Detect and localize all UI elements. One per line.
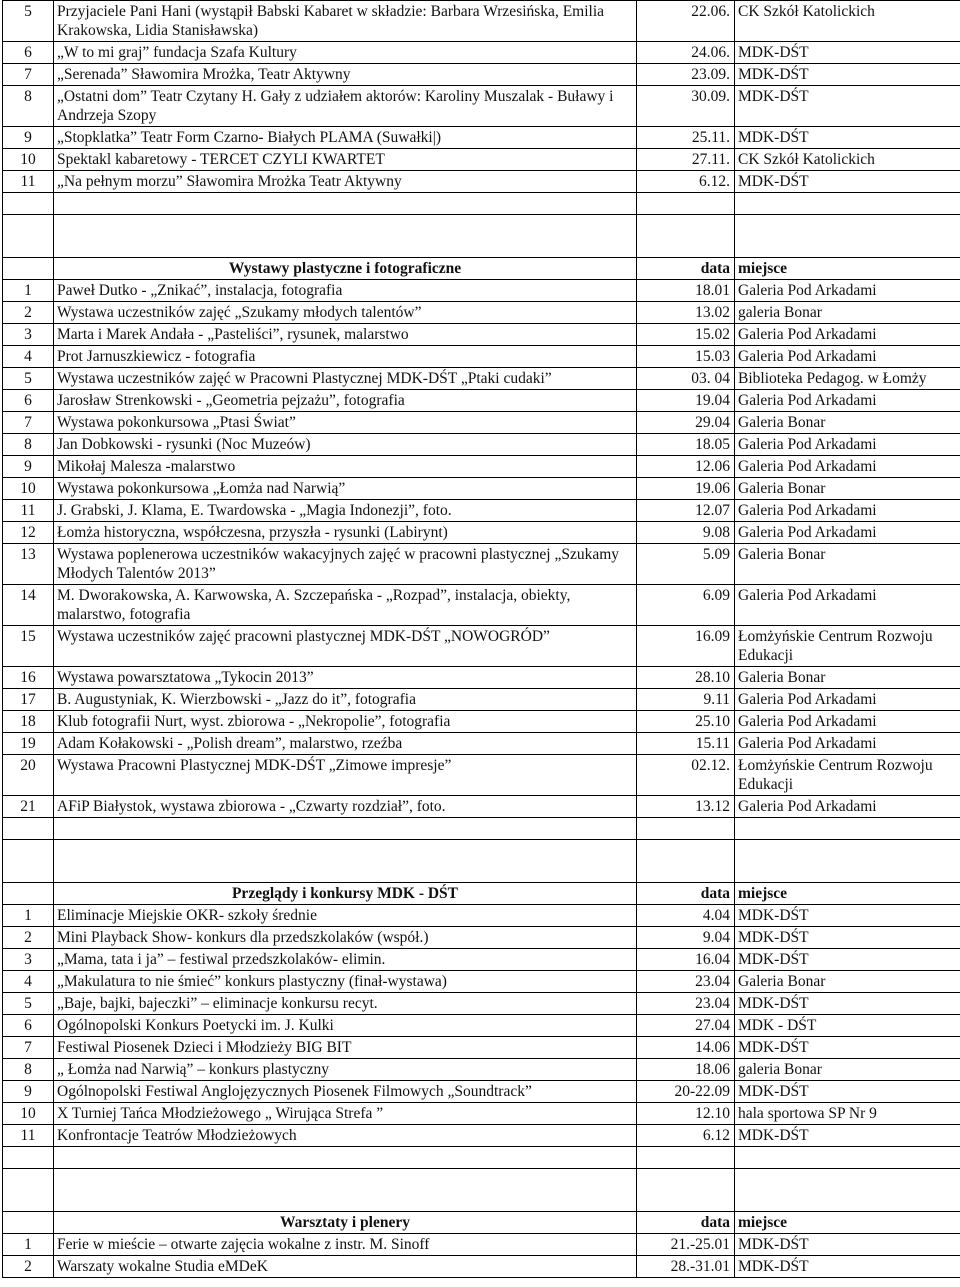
row-number: 4 <box>3 346 54 368</box>
table-row <box>3 64 960 86</box>
row-title: Wystawa uczestników zajęć pracowni plastycznej MDK-DŚT „NOWOGRÓD” <box>54 626 637 667</box>
row-number: 14 <box>3 585 54 626</box>
row-number: 8 <box>3 1059 54 1081</box>
table-row <box>3 733 960 755</box>
row-number: 7 <box>3 64 54 86</box>
row-date: 19.04 <box>637 390 735 412</box>
row-number: 11 <box>3 171 54 193</box>
row-title: „Serenada” Sławomira Mrożka, Teatr Aktywny <box>54 64 637 86</box>
row-place: Galeria Bonar <box>735 971 960 993</box>
empty-cell <box>54 840 637 883</box>
empty-cell <box>637 193 735 215</box>
table-row <box>3 127 960 149</box>
empty-cell <box>54 818 637 840</box>
section-title: Przeglądy i konkursy MDK - DŚT <box>54 883 637 905</box>
row-title: Wystawa uczestników zajęć w Pracowni Plastycznej MDK-DŚT „Ptaki cudaki” <box>54 368 637 390</box>
spacer-row <box>3 840 960 883</box>
row-number: 12 <box>3 522 54 544</box>
section-date-header: data <box>637 1212 735 1234</box>
row-date: 12.06 <box>637 456 735 478</box>
row-date: 25.11. <box>637 127 735 149</box>
section-header-row <box>3 883 960 905</box>
empty-cell <box>3 818 54 840</box>
row-title: Jarosław Strenkowski - „Geometria pejzażu”, fotografia <box>54 390 637 412</box>
row-date: 4.04 <box>637 905 735 927</box>
row-number: 8 <box>3 434 54 456</box>
table-row <box>3 544 960 585</box>
row-place: Galeria Pod Arkadami <box>735 434 960 456</box>
row-place: MDK-DŚT <box>735 905 960 927</box>
table-row <box>3 927 960 949</box>
row-title: „Mama, tata i ja” – festiwal przedszkolaków- elimin. <box>54 949 637 971</box>
row-title: Wystawa poplenerowa uczestników wakacyjnych zajęć w pracowni plastycznej „Szukamy Młodych Talentów 2013” <box>54 544 637 585</box>
empty-cell <box>3 840 54 883</box>
table-row <box>3 667 960 689</box>
row-place: MDK-DŚT <box>735 993 960 1015</box>
spacer-row <box>3 193 960 215</box>
empty-cell <box>735 193 960 215</box>
table-row <box>3 993 960 1015</box>
row-date: 29.04 <box>637 412 735 434</box>
table-row <box>3 42 960 64</box>
table-row <box>3 905 960 927</box>
row-title: Adam Kołakowski - „Polish dream”, malarstwo, rzeźba <box>54 733 637 755</box>
table-row <box>3 171 960 193</box>
row-place: CK Szkół Katolickich <box>735 149 960 171</box>
row-place: Galeria Pod Arkadami <box>735 346 960 368</box>
section-title: Wystawy plastyczne i fotograficzne <box>54 258 637 280</box>
table-row <box>3 1256 960 1278</box>
row-place: CK Szkół Katolickich <box>735 1 960 42</box>
empty-cell <box>735 215 960 258</box>
row-title: J. Grabski, J. Klama, E. Twardowska - „Magia Indonezji”, foto. <box>54 500 637 522</box>
row-place: MDK-DŚT <box>735 1125 960 1147</box>
row-date: 20-22.09 <box>637 1081 735 1103</box>
spacer-row <box>3 1169 960 1212</box>
row-place: galeria Bonar <box>735 1059 960 1081</box>
row-number: 7 <box>3 412 54 434</box>
row-place: galeria Bonar <box>735 302 960 324</box>
row-date: 13.02 <box>637 302 735 324</box>
row-title: Przyjaciele Pani Hani (wystąpił Babski Kabaret w składzie: Barbara Wrzesińska, Emilia Krakowska, Lidia Stanisławska) <box>54 1 637 42</box>
row-place: Galeria Pod Arkadami <box>735 689 960 711</box>
row-place: MDK-DŚT <box>735 1234 960 1256</box>
row-date: 03. 04 <box>637 368 735 390</box>
table-row <box>3 711 960 733</box>
empty-cell <box>54 1169 637 1212</box>
row-title: Konfrontacje Teatrów Młodzieżowych <box>54 1125 637 1147</box>
row-title: Ogólnopolski Festiwal Anglojęzycznych Piosenek Filmowych „Soundtrack” <box>54 1081 637 1103</box>
row-number: 7 <box>3 1037 54 1059</box>
row-date: 23.09. <box>637 64 735 86</box>
row-date: 23.04 <box>637 971 735 993</box>
row-title: Jan Dobkowski - rysunki (Noc Muzeów) <box>54 434 637 456</box>
empty-cell <box>637 1169 735 1212</box>
row-number: 17 <box>3 689 54 711</box>
row-title: „Stopklatka” Teatr Form Czarno- Białych PLAMA (Suwałki|) <box>54 127 637 149</box>
row-number: 5 <box>3 368 54 390</box>
row-title: „Baje, bajki, bajeczki” – eliminacje konkursu recyt. <box>54 993 637 1015</box>
row-place: MDK-DŚT <box>735 42 960 64</box>
table-row <box>3 456 960 478</box>
row-number: 4 <box>3 971 54 993</box>
row-title: Łomża historyczna, współczesna, przyszła - rysunki (Labirynt) <box>54 522 637 544</box>
row-title: Ogólnopolski Konkurs Poetycki im. J. Kulki <box>54 1015 637 1037</box>
empty-cell <box>735 1147 960 1169</box>
row-title: Spektakl kabaretowy - TERCET CZYLI KWARTET <box>54 149 637 171</box>
row-date: 13.12 <box>637 796 735 818</box>
row-number: 10 <box>3 478 54 500</box>
row-place: MDK-DŚT <box>735 171 960 193</box>
row-place: MDK-DŚT <box>735 1037 960 1059</box>
row-date: 15.02 <box>637 324 735 346</box>
row-number: 21 <box>3 796 54 818</box>
row-number: 19 <box>3 733 54 755</box>
table-row <box>3 522 960 544</box>
row-date: 28.10 <box>637 667 735 689</box>
table-row <box>3 585 960 626</box>
section-title: Warsztaty i plenery <box>54 1212 637 1234</box>
empty-cell <box>54 1147 637 1169</box>
row-date: 14.06 <box>637 1037 735 1059</box>
row-number: 18 <box>3 711 54 733</box>
table-row <box>3 368 960 390</box>
row-number: 10 <box>3 1103 54 1125</box>
row-place: MDK-DŚT <box>735 64 960 86</box>
row-number: 6 <box>3 390 54 412</box>
row-place: Galeria Bonar <box>735 544 960 585</box>
table-row <box>3 346 960 368</box>
row-date: 16.04 <box>637 949 735 971</box>
table-row <box>3 1037 960 1059</box>
row-date: 18.01 <box>637 280 735 302</box>
row-title: Eliminacje Miejskie OKR- szkoły średnie <box>54 905 637 927</box>
row-title: Warszaty wokalne Studia eMDeK <box>54 1256 637 1278</box>
row-number: 3 <box>3 324 54 346</box>
row-title: Prot Jarnuszkiewicz - fotografia <box>54 346 637 368</box>
row-place: MDK - DŚT <box>735 1015 960 1037</box>
row-date: 02.12. <box>637 755 735 796</box>
row-number: 6 <box>3 42 54 64</box>
row-title: M. Dworakowska, A. Karwowska, A. Szczepańska - „Rozpad”, instalacja, obiekty, malarstwo, fotografia <box>54 585 637 626</box>
section-number-cell <box>3 883 54 905</box>
row-place: Galeria Pod Arkadami <box>735 522 960 544</box>
row-date: 18.05 <box>637 434 735 456</box>
row-title: „Makulatura to nie śmieć” konkurs plastyczny (finał-wystawa) <box>54 971 637 993</box>
table-row <box>3 1081 960 1103</box>
row-place: Galeria Pod Arkadami <box>735 390 960 412</box>
table-row <box>3 149 960 171</box>
row-title: Wystawa uczestników zajęć „Szukamy młodych talentów” <box>54 302 637 324</box>
table-row <box>3 434 960 456</box>
table-row <box>3 390 960 412</box>
row-place: MDK-DŚT <box>735 1256 960 1278</box>
row-date: 6.09 <box>637 585 735 626</box>
table-row <box>3 1125 960 1147</box>
row-number: 2 <box>3 302 54 324</box>
row-title: Festiwal Piosenek Dzieci i Młodzieży BIG BIT <box>54 1037 637 1059</box>
row-number: 20 <box>3 755 54 796</box>
row-date: 25.10 <box>637 711 735 733</box>
row-place: Galeria Bonar <box>735 478 960 500</box>
empty-cell <box>735 840 960 883</box>
row-date: 15.03 <box>637 346 735 368</box>
table-row <box>3 1 960 42</box>
row-number: 9 <box>3 1081 54 1103</box>
row-place: Galeria Bonar <box>735 667 960 689</box>
section-header-row <box>3 258 960 280</box>
row-date: 27.11. <box>637 149 735 171</box>
row-place: MDK-DŚT <box>735 86 960 127</box>
row-number: 16 <box>3 667 54 689</box>
row-number: 5 <box>3 1 54 42</box>
spacer-row <box>3 1147 960 1169</box>
section-number-cell <box>3 258 54 280</box>
table-row <box>3 412 960 434</box>
row-date: 9.04 <box>637 927 735 949</box>
row-date: 30.09. <box>637 86 735 127</box>
table-row <box>3 755 960 796</box>
row-place: MDK-DŚT <box>735 1081 960 1103</box>
empty-cell <box>3 193 54 215</box>
row-place: Galeria Pod Arkadami <box>735 796 960 818</box>
row-place: Łomżyńskie Centrum Rozwoju Edukacji <box>735 626 960 667</box>
table-row <box>3 1234 960 1256</box>
table-row <box>3 949 960 971</box>
row-title: AFiP Białystok, wystawa zbiorowa - „Czwarty rozdział”, foto. <box>54 796 637 818</box>
section-place-header: miejsce <box>735 883 960 905</box>
empty-cell <box>3 1147 54 1169</box>
row-title: Mini Playback Show- konkurs dla przedszkolaków (współ.) <box>54 927 637 949</box>
spacer-row <box>3 818 960 840</box>
row-title: B. Augustyniak, K. Wierzbowski - „Jazz do it”, fotografia <box>54 689 637 711</box>
row-title: „W to mi graj” fundacja Szafa Kultury <box>54 42 637 64</box>
row-place: Galeria Pod Arkadami <box>735 456 960 478</box>
empty-cell <box>637 215 735 258</box>
table-row <box>3 500 960 522</box>
row-number: 1 <box>3 1234 54 1256</box>
row-number: 9 <box>3 456 54 478</box>
row-place: MDK-DŚT <box>735 127 960 149</box>
table-row <box>3 689 960 711</box>
row-number: 6 <box>3 1015 54 1037</box>
table-row <box>3 478 960 500</box>
section-header-row <box>3 1212 960 1234</box>
row-date: 15.11 <box>637 733 735 755</box>
empty-cell <box>637 818 735 840</box>
empty-cell <box>54 215 637 258</box>
section-date-header: data <box>637 883 735 905</box>
row-title: Wystawa powarsztatowa „Tykocin 2013” <box>54 667 637 689</box>
row-date: 6.12. <box>637 171 735 193</box>
row-title: X Turniej Tańca Młodzieżowego „ Wirująca Strefa ” <box>54 1103 637 1125</box>
row-title: Ferie w mieście – otwarte zajęcia wokalne z instr. M. Sinoff <box>54 1234 637 1256</box>
table-row <box>3 1059 960 1081</box>
row-number: 2 <box>3 927 54 949</box>
row-date: 27.04 <box>637 1015 735 1037</box>
row-number: 1 <box>3 905 54 927</box>
row-date: 12.10 <box>637 1103 735 1125</box>
table-row <box>3 796 960 818</box>
events-table <box>2 0 960 1278</box>
table-row <box>3 1103 960 1125</box>
row-place: Galeria Bonar <box>735 412 960 434</box>
row-number: 2 <box>3 1256 54 1278</box>
row-number: 11 <box>3 500 54 522</box>
empty-cell <box>637 840 735 883</box>
row-place: Galeria Pod Arkadami <box>735 324 960 346</box>
table-row <box>3 86 960 127</box>
row-place: Galeria Pod Arkadami <box>735 711 960 733</box>
row-number: 11 <box>3 1125 54 1147</box>
table-row <box>3 971 960 993</box>
table-row <box>3 302 960 324</box>
table-row <box>3 280 960 302</box>
empty-cell <box>735 1169 960 1212</box>
row-place: Galeria Pod Arkadami <box>735 500 960 522</box>
row-place: Łomżyńskie Centrum Rozwoju Edukacji <box>735 755 960 796</box>
row-date: 9.11 <box>637 689 735 711</box>
empty-cell <box>637 1147 735 1169</box>
row-date: 18.06 <box>637 1059 735 1081</box>
row-date: 24.06. <box>637 42 735 64</box>
row-title: Klub fotografii Nurt, wyst. zbiorowa - „Nekropolie”, fotografia <box>54 711 637 733</box>
row-title: Wystawa pokonkursowa „Ptasi Świat” <box>54 412 637 434</box>
row-place: Galeria Pod Arkadami <box>735 280 960 302</box>
row-number: 15 <box>3 626 54 667</box>
row-number: 10 <box>3 149 54 171</box>
row-number: 5 <box>3 993 54 1015</box>
row-date: 21.-25.01 <box>637 1234 735 1256</box>
empty-cell <box>735 818 960 840</box>
row-place: MDK-DŚT <box>735 949 960 971</box>
row-place: Galeria Pod Arkadami <box>735 585 960 626</box>
row-title: Wystawa Pracowni Plastycznej MDK-DŚT „Zimowe impresje” <box>54 755 637 796</box>
row-date: 22.06. <box>637 1 735 42</box>
empty-cell <box>54 193 637 215</box>
row-date: 16.09 <box>637 626 735 667</box>
row-title: Paweł Dutko - „Znikać”, instalacja, fotografia <box>54 280 637 302</box>
row-title: Wystawa pokonkursowa „Łomża nad Narwią” <box>54 478 637 500</box>
section-date-header: data <box>637 258 735 280</box>
spacer-row <box>3 215 960 258</box>
row-place: Galeria Pod Arkadami <box>735 733 960 755</box>
row-date: 23.04 <box>637 993 735 1015</box>
empty-cell <box>3 1169 54 1212</box>
row-title: „Na pełnym morzu” Sławomira Mrożka Teatr Aktywny <box>54 171 637 193</box>
row-title: Mikołaj Malesza -malarstwo <box>54 456 637 478</box>
row-date: 28.-31.01 <box>637 1256 735 1278</box>
row-place: Biblioteka Pedagog. w Łomży <box>735 368 960 390</box>
row-date: 19.06 <box>637 478 735 500</box>
empty-cell <box>3 215 54 258</box>
section-number-cell <box>3 1212 54 1234</box>
row-number: 9 <box>3 127 54 149</box>
table-row <box>3 1015 960 1037</box>
section-place-header: miejsce <box>735 258 960 280</box>
row-number: 8 <box>3 86 54 127</box>
row-title: „Ostatni dom” Teatr Czytany H. Gały z udziałem aktorów: Karoliny Muszalak - Buławy i Andrzeja Szopy <box>54 86 637 127</box>
row-place: hala sportowa SP Nr 9 <box>735 1103 960 1125</box>
row-date: 5.09 <box>637 544 735 585</box>
row-number: 3 <box>3 949 54 971</box>
row-number: 1 <box>3 280 54 302</box>
row-title: „ Łomża nad Narwią” – konkurs plastyczny <box>54 1059 637 1081</box>
row-number: 13 <box>3 544 54 585</box>
row-date: 9.08 <box>637 522 735 544</box>
section-place-header: miejsce <box>735 1212 960 1234</box>
row-place: MDK-DŚT <box>735 927 960 949</box>
row-title: Marta i Marek Andała - „Pasteliści”, rysunek, malarstwo <box>54 324 637 346</box>
table-row <box>3 626 960 667</box>
row-date: 12.07 <box>637 500 735 522</box>
document-page <box>2 0 958 1278</box>
table-row <box>3 324 960 346</box>
row-date: 6.12 <box>637 1125 735 1147</box>
